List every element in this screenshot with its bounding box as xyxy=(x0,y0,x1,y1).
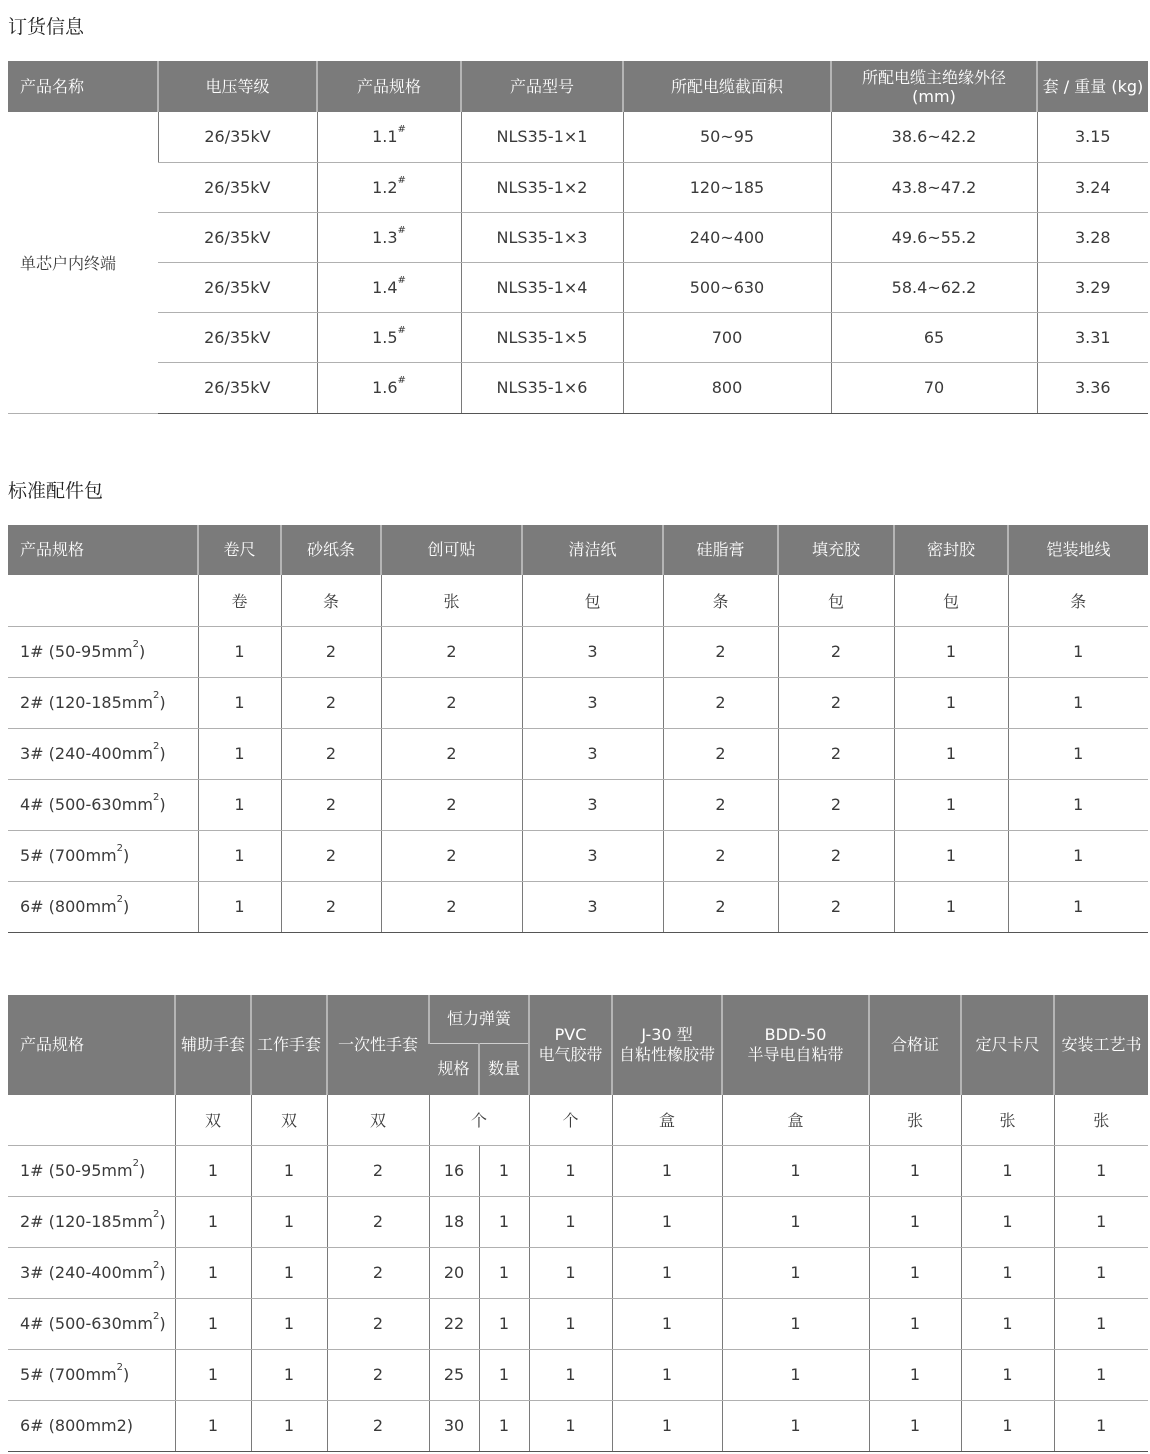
unit-cell: 条 xyxy=(1008,575,1148,626)
cable-area-cell: 50~95 xyxy=(623,112,831,162)
voltage-cell: 26/35kV xyxy=(158,112,317,162)
quantity-cell: 1 xyxy=(612,1349,722,1400)
spec-label-cell xyxy=(8,1196,175,1247)
header-col-8: 铠装地线 xyxy=(1008,525,1148,575)
spec-cell xyxy=(317,262,461,312)
quantity-cell: 1 xyxy=(612,1196,722,1247)
quantity-cell: 1 xyxy=(1054,1196,1148,1247)
unit-cell: 包 xyxy=(778,575,894,626)
quantity-cell: 2 xyxy=(327,1349,429,1400)
quantity-cell: 3 xyxy=(522,677,663,728)
unit-cell: 包 xyxy=(522,575,663,626)
header-model: 产品型号 xyxy=(461,61,623,112)
quantity-cell: 1 xyxy=(894,779,1008,830)
quantity-cell: 2 xyxy=(778,626,894,677)
unit-cell: 卷 xyxy=(198,575,281,626)
header-bdd-tape xyxy=(722,995,869,1095)
unit-superscript: 2 xyxy=(132,639,139,650)
header-spec: 产品规格 xyxy=(317,61,461,112)
cable-area-cell: 240~400 xyxy=(623,212,831,262)
close-paren: ) xyxy=(159,744,166,763)
quantity-cell: 1 xyxy=(175,1298,251,1349)
close-paren: ) xyxy=(159,1212,166,1231)
quantity-cell: 2 xyxy=(778,830,894,881)
close-paren: ) xyxy=(159,795,166,814)
accessory-pack-table-2 xyxy=(8,995,1148,1452)
unit-cell: 张 xyxy=(381,575,522,626)
voltage-cell: 26/35kV xyxy=(158,312,317,362)
cable-area-cell: 500~630 xyxy=(623,262,831,312)
quantity-cell: 2 xyxy=(381,677,522,728)
units-row xyxy=(8,1095,1148,1145)
header-disposable-gloves: 一次性手套 xyxy=(327,995,429,1095)
unit-superscript: 2 xyxy=(152,690,160,701)
table-row xyxy=(8,112,1148,162)
quantity-cell: 1 xyxy=(961,1145,1054,1196)
quantity-cell: 2 xyxy=(327,1400,429,1451)
quantity-cell: 2 xyxy=(778,881,894,932)
quantity-cell: 1 xyxy=(894,830,1008,881)
quantity-cell: 2 xyxy=(663,779,778,830)
quantity-cell: 2 xyxy=(663,728,778,779)
quantity-cell: 1 xyxy=(1008,728,1148,779)
spec-suffix: # xyxy=(397,375,406,386)
header-spring-spec: 规格 xyxy=(429,1043,479,1095)
cable-area-cell: 120~185 xyxy=(623,162,831,212)
quantity-cell: 1 xyxy=(479,1247,529,1298)
header-pvc-tape xyxy=(529,995,612,1095)
quantity-cell: 1 xyxy=(175,1349,251,1400)
quantity-cell: 2 xyxy=(281,881,381,932)
close-paren: ) xyxy=(123,1365,130,1384)
header-j30-line1: J-30 型 xyxy=(641,1025,693,1044)
header-col-2: 砂纸条 xyxy=(281,525,381,575)
quantity-cell: 1 xyxy=(529,1247,612,1298)
spec-label: 6# (800mm xyxy=(20,897,117,916)
quantity-cell: 1 xyxy=(251,1400,327,1451)
spec-value: 1.4 xyxy=(372,277,398,297)
unit-superscript: 2 xyxy=(116,894,123,905)
quantity-cell: 3 xyxy=(522,626,663,677)
quantity-cell: 2 xyxy=(327,1145,429,1196)
spec-label-cell xyxy=(8,779,198,830)
table-row xyxy=(8,1145,1148,1196)
weight-cell: 3.24 xyxy=(1037,162,1148,212)
unit-superscript: 2 xyxy=(116,843,123,854)
quantity-cell: 16 xyxy=(429,1145,479,1196)
unit-cell: 条 xyxy=(281,575,381,626)
spec-label-cell xyxy=(8,677,198,728)
spec-label: 4# (500-630mm xyxy=(20,1314,153,1333)
close-paren: ) xyxy=(123,897,130,916)
header-work-gloves: 工作手套 xyxy=(251,995,327,1095)
quantity-cell: 1 xyxy=(869,1400,961,1451)
spec-label-cell xyxy=(8,1349,175,1400)
quantity-cell: 2 xyxy=(327,1298,429,1349)
spec-label-cell xyxy=(8,1247,175,1298)
unit-superscript: 2 xyxy=(132,1158,139,1169)
header-col-5: 硅脂膏 xyxy=(663,525,778,575)
table-row xyxy=(8,626,1148,677)
spec-label-cell xyxy=(8,1400,175,1451)
insulation-diameter-cell: 70 xyxy=(831,362,1037,413)
spec-label: 5# (700mm xyxy=(20,846,117,865)
quantity-cell: 1 xyxy=(869,1349,961,1400)
spec-label: 2# (120-185mm xyxy=(20,1212,153,1231)
quantity-cell: 1 xyxy=(198,881,281,932)
spec-label-cell xyxy=(8,1298,175,1349)
quantity-cell: 1 xyxy=(961,1400,1054,1451)
quantity-cell: 2 xyxy=(663,830,778,881)
quantity-cell: 1 xyxy=(869,1247,961,1298)
spec-suffix: # xyxy=(397,124,406,136)
unit-superscript: 2 xyxy=(152,1209,160,1220)
header-cable-area: 所配电缆截面积 xyxy=(623,61,831,112)
unit-superscript: 2 xyxy=(152,741,160,752)
quantity-cell: 1 xyxy=(175,1196,251,1247)
quantity-cell: 1 xyxy=(894,677,1008,728)
order-info-table xyxy=(8,61,1148,414)
quantity-cell: 1 xyxy=(1008,881,1148,932)
quantity-cell: 1 xyxy=(1054,1400,1148,1451)
quantity-cell: 2 xyxy=(381,830,522,881)
quantity-cell: 1 xyxy=(198,626,281,677)
cable-area-cell: 700 xyxy=(623,312,831,362)
header-bdd-line1: BDD-50 xyxy=(764,1025,827,1044)
unit-superscript: 2 xyxy=(152,792,160,803)
spec-label: 2# (120-185mm xyxy=(20,693,153,712)
quantity-cell: 22 xyxy=(429,1298,479,1349)
table-row xyxy=(8,830,1148,881)
weight-cell: 3.36 xyxy=(1037,362,1148,413)
quantity-cell: 2 xyxy=(327,1247,429,1298)
quantity-cell: 1 xyxy=(869,1145,961,1196)
header-aux-gloves: 辅助手套 xyxy=(175,995,251,1095)
voltage-cell: 26/35kV xyxy=(158,262,317,312)
quantity-cell: 2 xyxy=(778,677,894,728)
header-weight: 套 / 重量 (kg) xyxy=(1037,61,1148,112)
spec-label-cell xyxy=(8,728,198,779)
unit-cell xyxy=(8,1095,175,1145)
quantity-cell: 1 xyxy=(198,677,281,728)
spec-label-cell xyxy=(8,881,198,932)
close-paren: ) xyxy=(123,846,130,865)
quantity-cell: 1 xyxy=(1054,1349,1148,1400)
model-cell: NLS35-1×1 xyxy=(461,112,623,162)
quantity-cell: 1 xyxy=(251,1145,327,1196)
quantity-cell: 1 xyxy=(894,881,1008,932)
table-row xyxy=(8,212,1148,262)
cable-area-cell: 800 xyxy=(623,362,831,413)
table-row xyxy=(8,779,1148,830)
insulation-diameter-cell: 65 xyxy=(831,312,1037,362)
quantity-cell: 2 xyxy=(281,779,381,830)
units-row xyxy=(8,575,1148,626)
quantity-cell: 1 xyxy=(722,1247,869,1298)
quantity-cell: 1 xyxy=(529,1145,612,1196)
quantity-cell: 1 xyxy=(1054,1298,1148,1349)
model-cell: NLS35-1×5 xyxy=(461,312,623,362)
quantity-cell: 2 xyxy=(327,1196,429,1247)
table-row xyxy=(8,1196,1148,1247)
weight-cell: 3.31 xyxy=(1037,312,1148,362)
spec-cell xyxy=(317,312,461,362)
quantity-cell: 18 xyxy=(429,1196,479,1247)
header-col-0: 产品规格 xyxy=(8,525,198,575)
header-manual: 安装工艺书 xyxy=(1054,995,1148,1095)
quantity-cell: 2 xyxy=(381,881,522,932)
voltage-cell: 26/35kV xyxy=(158,362,317,413)
quantity-cell: 1 xyxy=(869,1196,961,1247)
quantity-cell: 1 xyxy=(1054,1145,1148,1196)
spec-label: 1# (50-95mm xyxy=(20,642,133,661)
insulation-diameter-cell: 43.8~47.2 xyxy=(831,162,1037,212)
spec-label: 1# (50-95mm xyxy=(20,1161,133,1180)
model-cell: NLS35-1×2 xyxy=(461,162,623,212)
quantity-cell: 1 xyxy=(1008,779,1148,830)
quantity-cell: 3 xyxy=(522,728,663,779)
quantity-cell: 1 xyxy=(251,1196,327,1247)
accessory2-header-row xyxy=(8,995,1148,1043)
quantity-cell: 1 xyxy=(722,1196,869,1247)
spec-label-cell xyxy=(8,1145,175,1196)
quantity-cell: 1 xyxy=(894,626,1008,677)
quantity-cell: 20 xyxy=(429,1247,479,1298)
spec-cell xyxy=(317,112,461,162)
header-spring-qty: 数量 xyxy=(479,1043,529,1095)
spec-cell xyxy=(317,212,461,262)
quantity-cell: 2 xyxy=(281,626,381,677)
quantity-cell: 1 xyxy=(529,1298,612,1349)
quantity-cell: 1 xyxy=(175,1247,251,1298)
spec-suffix: # xyxy=(397,274,406,286)
table-row xyxy=(8,162,1148,212)
spec-cell xyxy=(317,162,461,212)
table-row xyxy=(8,312,1148,362)
close-paren: ) xyxy=(138,1161,146,1180)
unit-cell: 个 xyxy=(429,1095,529,1145)
model-cell: NLS35-1×4 xyxy=(461,262,623,312)
header-certificate: 合格证 xyxy=(869,995,961,1095)
accessory-pack-table xyxy=(8,525,1148,933)
spec-suffix: # xyxy=(397,324,406,336)
spec-value: 1.5 xyxy=(372,327,398,347)
quantity-cell: 25 xyxy=(429,1349,479,1400)
unit-cell: 张 xyxy=(1054,1095,1148,1145)
spec-label-cell xyxy=(8,830,198,881)
model-cell: NLS35-1×3 xyxy=(461,212,623,262)
header-pvc-line1: PVC xyxy=(554,1025,587,1044)
quantity-cell: 1 xyxy=(722,1400,869,1451)
quantity-cell: 1 xyxy=(722,1145,869,1196)
quantity-cell: 1 xyxy=(961,1247,1054,1298)
header-ruler: 定尺卡尺 xyxy=(961,995,1054,1095)
table-row xyxy=(8,1400,1148,1451)
quantity-cell: 2 xyxy=(381,626,522,677)
weight-cell: 3.28 xyxy=(1037,212,1148,262)
header-col-6: 填充胶 xyxy=(778,525,894,575)
header-voltage: 电压等级 xyxy=(158,61,317,112)
header-spec: 产品规格 xyxy=(8,995,175,1095)
spec-value: 1.3 xyxy=(372,227,398,247)
model-cell: NLS35-1×6 xyxy=(461,362,623,413)
unit-cell: 盒 xyxy=(612,1095,722,1145)
unit-cell: 包 xyxy=(894,575,1008,626)
quantity-cell: 1 xyxy=(251,1298,327,1349)
spec-label: 4# (500-630mm xyxy=(20,795,153,814)
accessory-pack-title: 标准配件包 xyxy=(8,480,104,502)
header-j30-tape xyxy=(612,995,722,1095)
quantity-cell: 1 xyxy=(722,1298,869,1349)
quantity-cell: 1 xyxy=(612,1400,722,1451)
product-name-cell: 单芯户内终端 xyxy=(8,112,158,413)
table-row xyxy=(8,728,1148,779)
quantity-cell: 2 xyxy=(281,830,381,881)
quantity-cell: 1 xyxy=(869,1298,961,1349)
quantity-cell: 1 xyxy=(175,1145,251,1196)
quantity-cell: 1 xyxy=(961,1298,1054,1349)
header-spring: 恒力弹簧 xyxy=(429,995,529,1043)
spec-label: 3# (240-400mm xyxy=(20,1263,153,1282)
quantity-cell: 1 xyxy=(722,1349,869,1400)
quantity-cell: 1 xyxy=(529,1400,612,1451)
quantity-cell: 1 xyxy=(961,1349,1054,1400)
quantity-cell: 1 xyxy=(612,1247,722,1298)
unit-superscript: 2 xyxy=(152,1260,160,1271)
header-j30-line2: 自粘性橡胶带 xyxy=(619,1045,716,1064)
voltage-cell: 26/35kV xyxy=(158,212,317,262)
quantity-cell: 1 xyxy=(251,1247,327,1298)
spec-suffix: # xyxy=(397,224,406,236)
spec-label: 3# (240-400mm xyxy=(20,744,153,763)
quantity-cell: 1 xyxy=(479,1145,529,1196)
quantity-cell: 1 xyxy=(529,1349,612,1400)
quantity-cell: 2 xyxy=(663,626,778,677)
quantity-cell: 1 xyxy=(251,1349,327,1400)
order-info-header-row xyxy=(8,61,1148,112)
quantity-cell: 1 xyxy=(479,1349,529,1400)
spec-value: 1.6 xyxy=(372,378,398,397)
header-col-1: 卷尺 xyxy=(198,525,281,575)
quantity-cell: 1 xyxy=(198,830,281,881)
unit-cell: 条 xyxy=(663,575,778,626)
header-col-7: 密封胶 xyxy=(894,525,1008,575)
quantity-cell: 2 xyxy=(381,728,522,779)
header-insulation-diameter: 所配电缆主绝缘外径 (mm) xyxy=(831,61,1037,112)
quantity-cell: 1 xyxy=(1054,1247,1148,1298)
table-row xyxy=(8,1349,1148,1400)
close-paren: ) xyxy=(159,1314,166,1333)
voltage-cell: 26/35kV xyxy=(158,162,317,212)
spec-label: 5# (700mm xyxy=(20,1365,117,1384)
table-row xyxy=(8,1298,1148,1349)
spec-label: 6# (800mm2) xyxy=(20,1416,134,1435)
close-paren: ) xyxy=(159,1263,166,1282)
quantity-cell: 3 xyxy=(522,830,663,881)
insulation-diameter-cell: 58.4~62.2 xyxy=(831,262,1037,312)
quantity-cell: 1 xyxy=(612,1298,722,1349)
close-paren: ) xyxy=(138,642,146,661)
unit-cell: 张 xyxy=(961,1095,1054,1145)
unit-superscript: 2 xyxy=(116,1362,123,1373)
unit-cell: 个 xyxy=(529,1095,612,1145)
table-row xyxy=(8,362,1148,413)
unit-cell: 张 xyxy=(869,1095,961,1145)
quantity-cell: 3 xyxy=(522,881,663,932)
quantity-cell: 2 xyxy=(381,779,522,830)
spec-label-cell xyxy=(8,626,198,677)
quantity-cell: 1 xyxy=(198,728,281,779)
weight-cell: 3.29 xyxy=(1037,262,1148,312)
unit-cell: 双 xyxy=(251,1095,327,1145)
spec-cell xyxy=(317,362,461,413)
unit-cell xyxy=(8,575,198,626)
quantity-cell: 30 xyxy=(429,1400,479,1451)
quantity-cell: 1 xyxy=(961,1196,1054,1247)
header-col-3: 创可贴 xyxy=(381,525,522,575)
unit-cell: 双 xyxy=(327,1095,429,1145)
quantity-cell: 1 xyxy=(198,779,281,830)
accessory-header-row xyxy=(8,525,1148,575)
spec-suffix: # xyxy=(397,174,406,186)
quantity-cell: 2 xyxy=(778,728,894,779)
unit-superscript: 2 xyxy=(152,1311,160,1322)
table-row xyxy=(8,677,1148,728)
quantity-cell: 1 xyxy=(529,1196,612,1247)
header-bdd-line2: 半导电自粘带 xyxy=(747,1045,844,1064)
quantity-cell: 1 xyxy=(612,1145,722,1196)
quantity-cell: 1 xyxy=(894,728,1008,779)
unit-cell: 双 xyxy=(175,1095,251,1145)
quantity-cell: 1 xyxy=(1008,830,1148,881)
quantity-cell: 2 xyxy=(778,779,894,830)
close-paren: ) xyxy=(159,693,166,712)
quantity-cell: 1 xyxy=(1008,677,1148,728)
insulation-diameter-cell: 49.6~55.2 xyxy=(831,212,1037,262)
quantity-cell: 1 xyxy=(479,1400,529,1451)
quantity-cell: 1 xyxy=(479,1196,529,1247)
order-info-title: 订货信息 xyxy=(8,16,85,38)
table-row xyxy=(8,262,1148,312)
quantity-cell: 1 xyxy=(1008,626,1148,677)
quantity-cell: 2 xyxy=(663,677,778,728)
spec-value: 1.1 xyxy=(372,127,398,147)
header-product-name: 产品名称 xyxy=(8,61,158,112)
quantity-cell: 1 xyxy=(175,1400,251,1451)
header-col-4: 清洁纸 xyxy=(522,525,663,575)
quantity-cell: 3 xyxy=(522,779,663,830)
insulation-diameter-cell: 38.6~42.2 xyxy=(831,112,1037,162)
quantity-cell: 2 xyxy=(281,677,381,728)
table-row xyxy=(8,1247,1148,1298)
quantity-cell: 2 xyxy=(281,728,381,779)
weight-cell: 3.15 xyxy=(1037,112,1148,162)
header-pvc-line2: 电气胶带 xyxy=(538,1045,603,1064)
spec-value: 1.2 xyxy=(372,177,398,197)
table-row xyxy=(8,881,1148,932)
quantity-cell: 1 xyxy=(479,1298,529,1349)
unit-cell: 盒 xyxy=(722,1095,869,1145)
quantity-cell: 2 xyxy=(663,881,778,932)
